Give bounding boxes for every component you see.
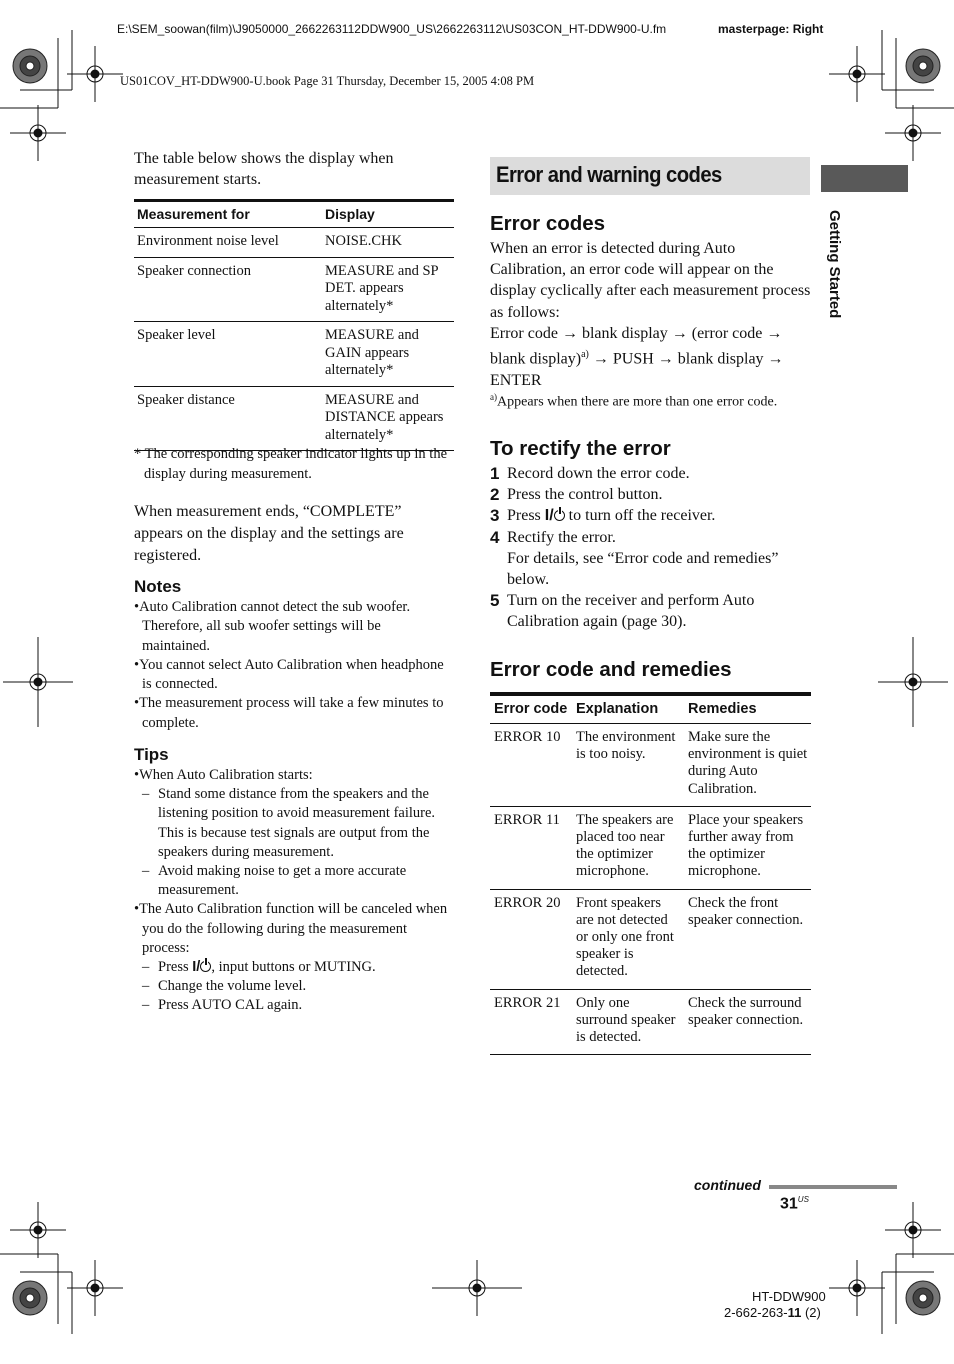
seq-item: blank display) xyxy=(490,350,582,368)
table-cell: Only one surround speaker is detected. xyxy=(572,989,684,1055)
step-text: Record down the error code. xyxy=(507,465,690,482)
seq-item: ENTER xyxy=(490,371,542,389)
table-footnote xyxy=(134,444,450,484)
section-banner xyxy=(490,157,810,195)
list-item: •Auto Calibration cannot detect the sub woofer. Therefore, all sub woofer settings will be maintained. xyxy=(134,599,411,654)
table-cell: The environment is too noisy. xyxy=(572,724,684,807)
step-item xyxy=(490,505,810,526)
power-icon xyxy=(200,961,211,972)
tip-text: Avoid making noise to get a more accurate measurement. xyxy=(158,863,407,899)
notes-list xyxy=(134,598,452,733)
error-sequence xyxy=(490,323,812,391)
continued-label: continued xyxy=(694,1177,761,1193)
rectify-steps xyxy=(490,463,810,633)
list-item: •The Auto Calibration function will be canceled when you do the following during the measurement process: xyxy=(134,901,448,956)
remedies-heading: Error code and remedies xyxy=(490,658,732,681)
table-cell: NOISE.CHK xyxy=(322,228,454,258)
step-subtext: For details, see “Error code and remedies” below. xyxy=(507,549,779,589)
part-number-suffix: (2) xyxy=(801,1305,821,1320)
tip-text: Change the volume level. xyxy=(158,978,307,995)
remedies-table xyxy=(490,692,811,1055)
tip-text: The Auto Calibration function will be canceled when you do the following during the measurement process: xyxy=(139,901,448,956)
table-cell: Speaker distance xyxy=(134,386,322,451)
table-row xyxy=(134,257,454,322)
footnote-text: Appears when there are more than one error code. xyxy=(497,394,778,410)
part-number-prefix: 2-662-263- xyxy=(724,1305,788,1320)
error-codes-footnote xyxy=(490,392,820,411)
tips-list xyxy=(134,766,454,1016)
table-cell: MEASURE and DISTANCE appears alternately* xyxy=(322,386,454,451)
part-number xyxy=(724,1305,821,1320)
arrow-icon: → xyxy=(561,324,578,342)
tip-text: Press xyxy=(158,959,193,976)
table-cell: Place your speakers further away from the optimizer microphone. xyxy=(684,806,811,889)
list-item: •You cannot select Auto Calibration when headphone is connected. xyxy=(134,656,444,693)
list-item: – Press AUTO CAL again. xyxy=(142,997,303,1014)
table-header: Explanation xyxy=(572,694,684,724)
table-header: Error code xyxy=(490,694,572,724)
list-item: •The measurement process will take a few minutes to complete. xyxy=(134,695,444,731)
error-codes-heading: Error codes xyxy=(490,212,606,235)
step-item xyxy=(490,590,810,632)
model-number: HT-DDW900 xyxy=(752,1289,826,1304)
table-cell: ERROR 20 xyxy=(490,889,572,989)
table-cell: Check the surround speaker connection. xyxy=(684,989,811,1055)
rectify-heading: To rectify the error xyxy=(490,437,671,460)
list-item: •When Auto Calibration starts: xyxy=(134,767,313,783)
table-cell: MEASURE and SP DET. appears alternately* xyxy=(322,257,454,322)
step-text: Press the control button. xyxy=(507,486,663,504)
arrow-icon: → xyxy=(671,324,688,342)
footnote-text: * The corresponding speaker indicator lights up in the display during measurement. xyxy=(134,446,448,482)
note-text: Auto Calibration cannot detect the sub woofer. Therefore, all sub woofer settings will be maintained. xyxy=(139,599,411,654)
note-text: The measurement process will take a few minutes to complete. xyxy=(139,695,444,731)
table-cell: MEASURE and GAIN appears alternately* xyxy=(322,322,454,387)
step-number: 2 xyxy=(490,485,500,505)
intro-text: The table below shows the display when measurement starts. xyxy=(134,150,394,188)
measurement-complete-text: When measurement ends, “COMPLETE” appears on the display and the settings are registered. xyxy=(134,503,404,564)
step-item xyxy=(490,484,810,505)
tip-text: When Auto Calibration starts: xyxy=(139,767,313,783)
seq-item: blank display xyxy=(677,350,764,368)
table-cell: Speaker level xyxy=(134,322,322,387)
list-item: – Stand some distance from the speakers and the listening position to avoid measurement failure. This is because test signals are output from the speakers during measurement. xyxy=(142,786,436,860)
step-number: 3 xyxy=(490,506,500,526)
table-cell: Front speakers are not detected or only one front speaker is detected. xyxy=(572,889,684,989)
file-path-header: E:\SEM_soowan(film)\J9050000_2662263112DDW900_US\2662263112\US03CON_HT-DDW900-U.fm xyxy=(117,22,667,36)
tip-text: Stand some distance from the speakers and the listening position to avoid measurement failure. This is because test signals are output from the speakers during measurement. xyxy=(158,786,436,860)
table-row xyxy=(134,386,454,451)
power-symbol-text: I/ xyxy=(192,959,201,976)
table-row xyxy=(490,889,811,989)
list-item: – Change the volume level. xyxy=(142,978,307,995)
table-row xyxy=(134,322,454,387)
tip-text: , input buttons or MUTING. xyxy=(211,959,376,976)
table-cell: Make sure the environment is quiet during Auto Calibration. xyxy=(684,724,811,807)
list-item: – Avoid making noise to get a more accurate measurement. xyxy=(142,863,407,899)
page-number-suffix: US xyxy=(797,1195,809,1204)
footnote-marker: a) xyxy=(581,349,589,361)
table-cell: Environment noise level xyxy=(134,228,322,258)
step-number: 1 xyxy=(490,464,500,483)
seq-item: (error code xyxy=(691,324,763,342)
note-text: You cannot select Auto Calibration when headphone is connected. xyxy=(139,656,444,693)
power-icon xyxy=(554,510,565,521)
table-row xyxy=(490,989,811,1055)
arrow-icon: → xyxy=(766,324,783,342)
seq-item: Error code xyxy=(490,324,558,342)
tips-heading: Tips xyxy=(134,745,169,764)
table-cell: The speakers are placed too near the optimizer microphone. xyxy=(572,806,684,889)
tip-text: Press AUTO CAL again. xyxy=(158,997,303,1014)
step-text: Press xyxy=(507,507,545,525)
table-cell: ERROR 21 xyxy=(490,989,572,1055)
step-item xyxy=(490,527,810,591)
arrow-icon: → xyxy=(592,350,609,368)
seq-item: PUSH xyxy=(612,350,654,368)
measurement-table xyxy=(134,199,454,451)
footnote-marker: a) xyxy=(490,392,497,402)
section-tab-marker xyxy=(821,165,908,192)
table-cell: ERROR 10 xyxy=(490,724,572,807)
list-item: – Press I/ , input buttons or MUTING. xyxy=(142,959,376,976)
step-text: to turn off the receiver. xyxy=(564,507,716,525)
table-header: Measurement for xyxy=(134,201,322,228)
part-number-revision: 11 xyxy=(787,1305,802,1320)
arrow-icon: → xyxy=(767,350,784,368)
table-row xyxy=(490,806,811,889)
table-cell: ERROR 11 xyxy=(490,806,572,889)
step-text: Turn on the receiver and perform Auto Calibration again (page 30). xyxy=(507,592,755,631)
notes-heading: Notes xyxy=(134,577,182,596)
power-symbol-text: I/ xyxy=(544,507,554,525)
book-info-line: US01COV_HT-DDW900-U.book Page 31 Thursday, December 15, 2005 4:08 PM xyxy=(120,74,535,88)
step-number: 5 xyxy=(490,591,500,611)
table-header: Display xyxy=(322,201,454,228)
continued-bar xyxy=(769,1185,897,1189)
page-number xyxy=(780,1195,809,1213)
table-row xyxy=(490,724,811,807)
table-cell: Speaker connection xyxy=(134,257,322,322)
table-header: Remedies xyxy=(684,694,811,724)
page-number-value: 31 xyxy=(780,1195,798,1213)
page-title: Error and warning codes xyxy=(496,162,722,187)
arrow-icon: → xyxy=(657,350,674,368)
table-row xyxy=(134,228,454,258)
step-item xyxy=(490,463,810,484)
section-tab-label: Getting Started xyxy=(826,210,843,319)
error-codes-body xyxy=(490,238,812,391)
seq-item: blank display xyxy=(581,324,668,342)
masterpage-label: masterpage: Right xyxy=(718,22,824,36)
error-codes-text: When an error is detected during Auto Calibration, an error code will appear on the display cyclically after each measurement process as follows: xyxy=(490,240,811,321)
step-text: Rectify the error. xyxy=(507,528,616,546)
step-number: 4 xyxy=(490,527,500,547)
table-cell: Check the front speaker connection. xyxy=(684,889,811,989)
